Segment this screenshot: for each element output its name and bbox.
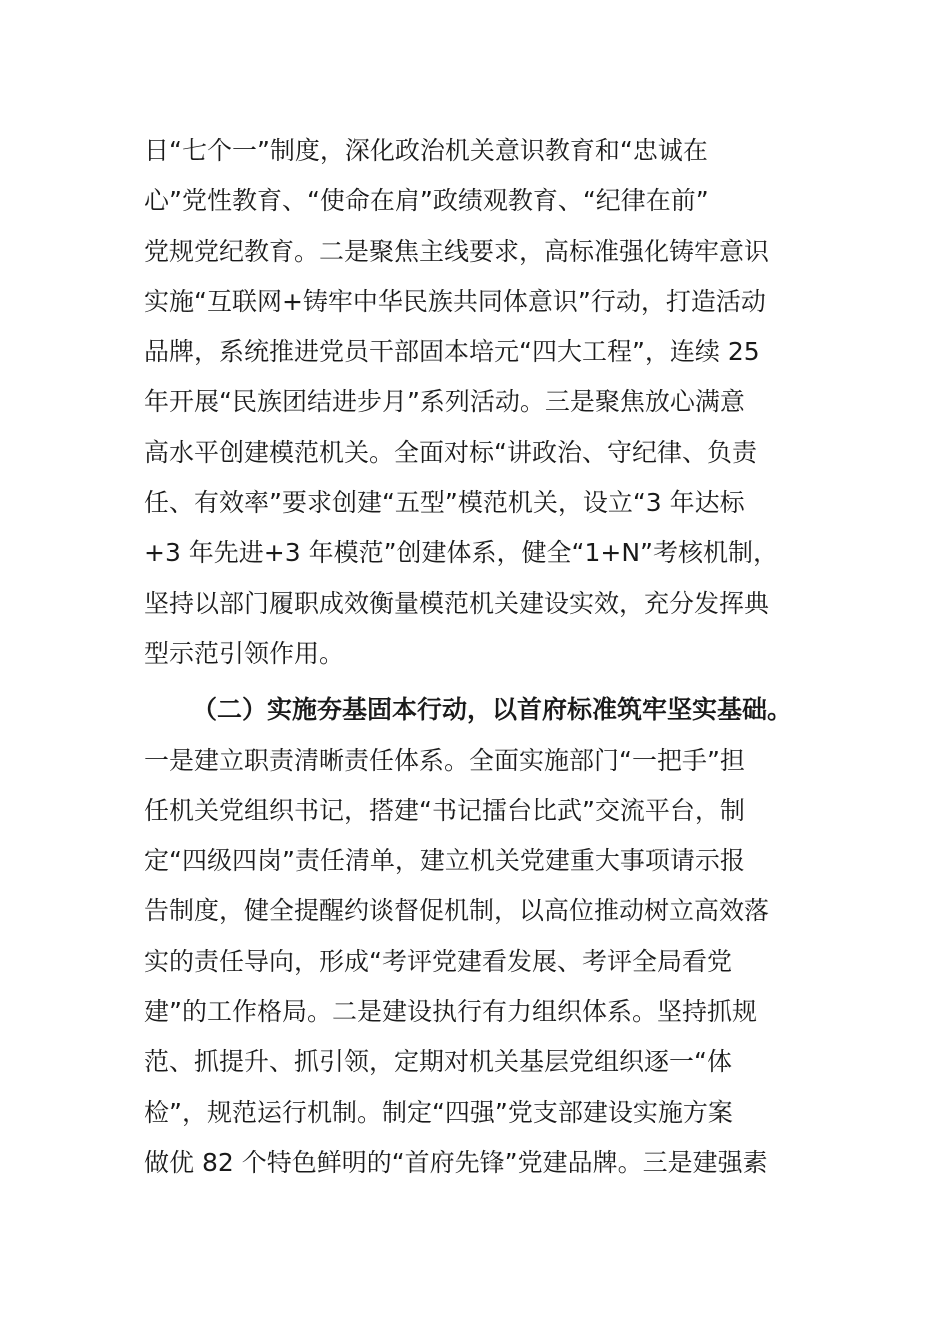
text-line: 坚持以部门履职成效衡量模范机关建设实效，充分发挥典 xyxy=(144,588,770,618)
text-line: 年开展“民族团结进步月”系列活动。三是聚焦放心满意 xyxy=(144,387,745,417)
text-line: 实施“互联网+铸牢中华民族共同体意识”行动，打造活动 xyxy=(144,286,766,316)
text-line: 实的责任导向，形成“考评党建看发展、考评全局看党 xyxy=(144,946,732,976)
text-line: 党规党纪教育。二是聚焦主线要求，高标准强化铸牢意识 xyxy=(144,236,770,266)
section-heading: （二）实施夯基固本行动，以首府标准筑牢坚实基础。 xyxy=(192,695,793,725)
text-line: 范、抓提升、抓引领，定期对机关基层党组织逐一“体 xyxy=(144,1047,732,1077)
text-line: 日“七个一”制度，深化政治机关意识教育和“忠诚在 xyxy=(144,136,708,165)
text-line: 型示范引领作用。 xyxy=(144,638,345,668)
text-line: 告制度，健全提醒约谈督促机制，以高位推动树立高效落 xyxy=(144,896,770,926)
text-line: +3 年先进+3 年模范”创建体系，健全“1+N”考核机制， xyxy=(144,538,779,568)
text-line: 高水平创建模范机关。全面对标“讲政治、守纪律、负责 xyxy=(144,437,757,467)
text-line: 定“四级四岗”责任清单，建立机关党建重大事项请示报 xyxy=(144,846,745,876)
text-line: 建”的工作格局。二是建设执行有力组织体系。坚持抓规 xyxy=(144,997,757,1027)
text-line: 一是建立职责清晰责任体系。全面实施部门“一把手”担 xyxy=(144,745,745,775)
text-line: 检”，规范运行机制。制定“四强”党支部建设实施方案 xyxy=(144,1097,733,1127)
text-line: 品牌，系统推进党员干部固本培元“四大工程”，连续 25 xyxy=(144,337,760,367)
text-line: 任机关党组织书记，搭建“书记擂台比武”交流平台，制 xyxy=(144,795,745,825)
document-body xyxy=(144,126,844,1188)
text-line: 心”党性教育、“使命在肩”政绩观教育、“纪律在前” xyxy=(144,186,709,216)
text-line: 做优 82 个特色鲜明的“首府先锋”党建品牌。三是建强素 xyxy=(144,1147,768,1177)
text-line: 任、有效率”要求创建“五型”模范机关，设立“3 年达标 xyxy=(144,488,745,518)
